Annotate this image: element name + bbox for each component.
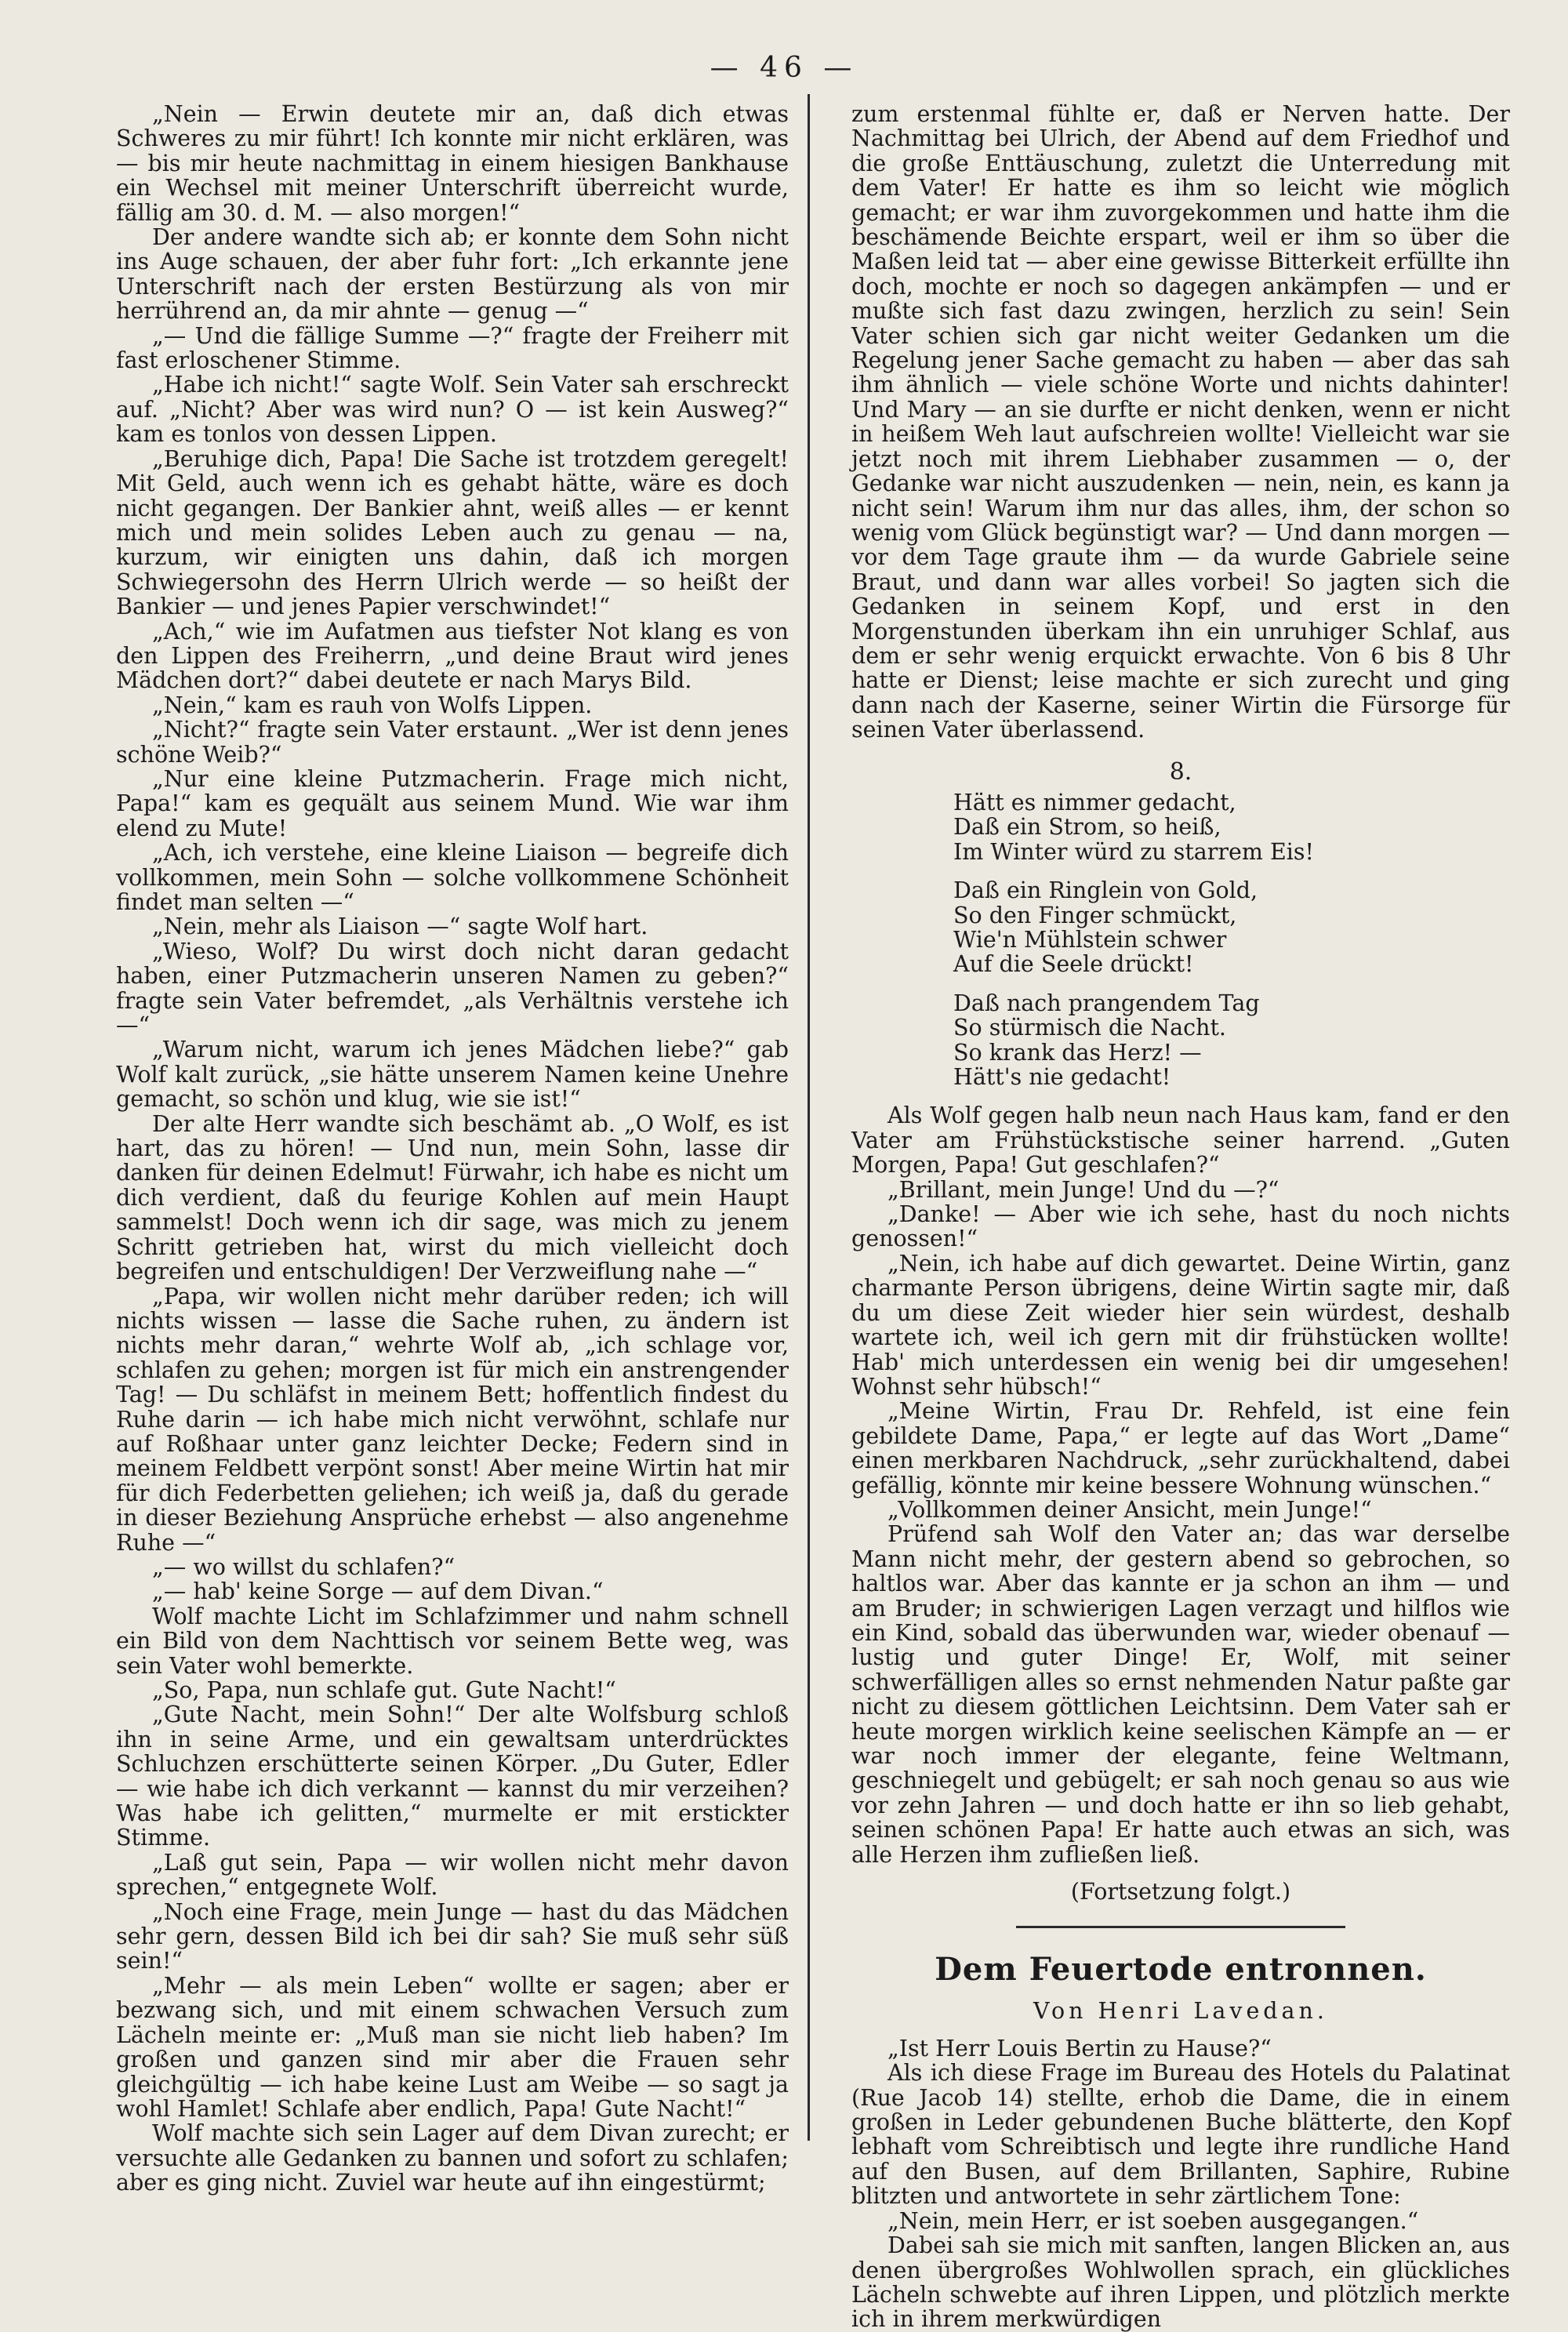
poem-line: So krank das Herz! — bbox=[953, 1039, 1202, 1066]
paragraph: „Habe ich nicht!“ sagte Wolf. Sein Vater sah erschreckt auf. „Nicht? Aber was wird nun? O — ist kein Ausweg?“ kam es tonlos von dessen Lippen. bbox=[116, 372, 789, 448]
poem-line: So den Finger schmückt, bbox=[953, 902, 1237, 928]
poem-line: Wie'n Mühlstein schwer bbox=[953, 927, 1227, 953]
paragraph: „Warum nicht, warum ich jenes Mädchen liebe?“ gab Wolf kalt zurück, „sie hätte unserem Namen keine Unehre gemacht, so schön und klug, wie sie ist!“ bbox=[116, 1037, 789, 1113]
paragraph: Als ich diese Frage im Bureau des Hotels du Palatinat (Rue Jacob 14) stellte, erhob die Dame, die in einem großen in Leder gebundenen Buche blätterte, den Kopf lebhaft vom Schreibtisch und legte ihre rundliche Hand auf den Busen, auf dem Brillanten, Saphire, Rubine blitzten und antwortete in sehr zärtlichem Tone: bbox=[851, 2060, 1510, 2210]
paragraph: Als Wolf gegen halb neun nach Haus kam, fand er den Vater am Frühstückstische seiner harrend. „Guten Morgen, Papa! Gut geschlafen?“ bbox=[851, 1102, 1510, 1179]
poem-stanza bbox=[953, 991, 1510, 1090]
paragraph: „Meine Wirtin, Frau Dr. Rehfeld, ist eine fein gebildete Dame, Papa,“ er legte auf das Wort „Dame“ einen merkbaren Nachdruck, „sehr zurückhaltend, dabei gefällig, könnte mir keine bessere Wohnung wünschen.“ bbox=[851, 1398, 1510, 1498]
poem bbox=[953, 790, 1510, 1089]
section-rule bbox=[1016, 1926, 1345, 1928]
chapter-number: 8. bbox=[1169, 757, 1192, 786]
paragraph: „Nein, mehr als Liaison —“ sagte Wolf hart. bbox=[152, 914, 648, 940]
paragraph: „Mehr — als mein Leben“ wollte er sagen; aber er bezwang sich, und mit einem schwachen Versuch zum Lächeln meinte er: „Muß man sie nicht lieb haben? Im großen und ganzen sind mir aber die Frauen sehr gleichgültig — ich habe keine Lust am Weibe — so sagt ja wohl Hamlet! Schlafe aber endlich, Papa! Gute Nacht!“ bbox=[116, 1972, 789, 2122]
paragraph: „Ach, ich verstehe, eine kleine Liaison — begreife dich vollkommen, mein Sohn — solche vollkommene Schönheit findet man selten —“ bbox=[116, 840, 789, 915]
left-column bbox=[116, 102, 789, 2196]
poem-line: Im Winter würd zu starrem Eis! bbox=[953, 838, 1314, 865]
paragraph: „Noch eine Frage, mein Junge — hast du das Mädchen sehr gern, dessen Bild ich bei dir sah? Sie muß sehr süß sein!“ bbox=[116, 1898, 789, 1974]
paragraph: Wolf machte Licht im Schlafzimmer und nahm schnell ein Bild von dem Nachttisch vor seinem Bette weg, was sein Vater wohl bemerkte. bbox=[116, 1603, 789, 1679]
paragraph: „— wo willst du schlafen?“ bbox=[152, 1553, 456, 1580]
paragraph: „Nicht?“ fragte sein Vater erstaunt. „Wer ist denn jenes schöne Weib?“ bbox=[116, 717, 789, 768]
paragraph: „Ist Herr Louis Bertin zu Hause?“ bbox=[887, 2035, 1272, 2061]
story-headline: Dem Feuertode entronnen. bbox=[935, 1951, 1427, 1989]
paragraph: „Nein — Erwin deutete mir an, daß dich etwas Schweres zu mir führt! Ich konnte mir nicht erklären, was — bis mir heute nachmittag in einem hiesigen Bankhause ein Wechsel mit meiner Unterschrift überreicht wurde, fällig am 30. d. M. — also morgen!“ bbox=[116, 101, 789, 226]
paragraph: Dabei sah sie mich mit sanften, langen Blicken an, aus denen übergroßes Wohlwollen sprach, ein glückliches Lächeln schwebte auf ihren Lippen, und plötzlich merkte ich in ihrem merkwürdigen bbox=[851, 2232, 1510, 2332]
continuation-note: (Fortsetzung folgt.) bbox=[1070, 1879, 1291, 1905]
paragraph: „Danke! — Aber wie ich sehe, hast du noch nichts genossen!“ bbox=[851, 1201, 1510, 1252]
poem-line: Hätt's nie gedacht! bbox=[953, 1064, 1171, 1091]
paragraph: „Wieso, Wolf? Du wirst doch nicht daran gedacht haben, einer Putzmacherin unseren Namen zu geben?“ fragte sein Vater befremdet, „als Verhältnis verstehe ich —“ bbox=[116, 938, 789, 1039]
poem-stanza bbox=[953, 790, 1510, 864]
paragraph: Der andere wandte sich ab; er konnte dem Sohn nicht ins Auge schauen, der aber fuhr fort: „Ich erkannte jene Unterschrift nach der ersten Bestürzung als von mir herrührend an, da mir ahnte — genug —“ bbox=[116, 224, 789, 325]
paragraph: „So, Papa, nun schlafe gut. Gute Nacht!“ bbox=[152, 1677, 616, 1703]
paragraph: Wolf machte sich sein Lager auf dem Divan zurecht; er versuchte alle Gedanken zu bannen und sofort zu schlafen; aber es ging nicht. Zuviel war heute auf ihn eingestürmt; bbox=[116, 2120, 789, 2196]
poem-line: Daß nach prangendem Tag bbox=[953, 990, 1260, 1016]
paragraph: „Laß gut sein, Papa — wir wollen nicht mehr davon sprechen,“ entgegnete Wolf. bbox=[116, 1849, 789, 1901]
paragraph: „Papa, wir wollen nicht mehr darüber reden; ich will nichts wissen — lasse die Sache ruhen, zu ändern ist nichts mehr daran,“ wehrte Wolf ab, „ich schlage vor, schlafen zu gehen; morgen ist für mich ein anstrengender Tag! — Du schläfst in meinem Bett; hoffentlich findest du Ruhe darin — ich habe mich nicht verwöhnt, schlafe nur auf Roßhaar unter ganz leichter Decke; Federn sind in meinem Feldbett verpönt sonst! Aber meine Wirtin hat mir für dich Federbetten geliehen; ich weiß ja, daß du gerade in dieser Beziehung Ansprüche erhebst — also angenehme Ruhe —“ bbox=[116, 1283, 789, 1556]
paragraph: „— Und die fällige Summe —?“ fragte der Freiherr mit fast erloschener Stimme. bbox=[116, 322, 789, 374]
poem-line: So stürmisch die Nacht. bbox=[953, 1015, 1226, 1041]
poem-line: Auf die Seele drückt! bbox=[953, 951, 1194, 978]
paragraph: „Vollkommen deiner Ansicht, mein Junge!“ bbox=[887, 1496, 1372, 1523]
story-byline: Von Henri Lavedan. bbox=[1033, 1998, 1328, 2025]
paragraph: „Nur eine kleine Putzmacherin. Frage mich nicht, Papa!“ kam es gequält aus seinem Mund. Wie war ihm elend zu Mute! bbox=[116, 765, 789, 841]
paragraph: „Gute Nacht, mein Sohn!“ Der alte Wolfsburg schloß ihn in seine Arme, und ein gewaltsam unterdrücktes Schluchzen erschütterte seinen Körper. „Du Guter, Edler — wie habe ich dich verkannt — kannst du mir verzeihen? Was habe ich gelitten,“ murmelte er mit erstickter Stimme. bbox=[116, 1702, 789, 1851]
paragraph: „Ach,“ wie im Aufatmen aus tiefster Not klang es von den Lippen des Freiherrn, „und deine Braut wird jenes Mädchen dort?“ dabei deutete er nach Marys Bild. bbox=[116, 618, 789, 694]
poem-line: Daß ein Ringlein von Gold, bbox=[953, 877, 1258, 904]
right-column bbox=[851, 102, 1510, 2332]
paragraph: zum erstenmal fühlte er, daß er Nerven hatte. Der Nachmittag bei Ulrich, der Abend auf dem Friedhof und die große Enttäuschung, zuletzt die Unterredung mit dem Vater! Er hatte es ihm so leicht wie möglich gemacht; er war ihm zuvorgekommen und hatte ihm die beschämende Beichte erspart, weil er ihm so über die Maßen leid tat — aber eine gewisse Bitterkeit erfüllte ihn doch, mochte er noch so dagegen ankämpfen — und er mußte sich fast dazu zwingen, herzlich zu sein! Sein Vater schien sich gar nicht weiter Gedanken um die Regelung jener Sache gemacht zu haben — aber das sah ihm ähnlich — viele schöne Worte und nichts dahinter! Und Mary — an sie durfte er nicht denken, wenn er nicht in heißem Weh laut aufschreien wollte! Vielleicht war sie jetzt noch mit ihrem Liebhaber zusammen — o, der Gedanke war nicht auszudenken — nein, nein, es kann ja nicht sein! Warum ihm nur das alles, ihm, der schon so wenig vom Glück begünstigt war? — Und dann morgen — vor dem Tage graute ihm — da wurde Gabriele seine Braut, und dann war alles vorbei! So jagten sich die Gedanken in seinem Kopf, und erst in den Morgenstunden überkam ihn ein unruhiger Schlaf, aus dem er sehr wenig erquickt erwachte. Von 6 bis 8 Uhr hatte er Dienst; leise machte er sich zurecht und ging dann nach der Kaserne, seiner Wirtin die Fürsorge für seinen Vater überlassend. bbox=[851, 101, 1510, 743]
page-number: — 46 — bbox=[710, 52, 858, 84]
poem-stanza bbox=[953, 878, 1510, 977]
paragraph: „Nein,“ kam es rauh von Wolfs Lippen. bbox=[152, 692, 593, 718]
paragraph: „Nein, mein Herr, er ist soeben ausgegangen.“ bbox=[887, 2207, 1419, 2234]
poem-line: Daß ein Strom, so heiß, bbox=[953, 814, 1221, 841]
column-divider bbox=[808, 94, 810, 2141]
paragraph: „Nein, ich habe auf dich gewartet. Deine Wirtin, ganz charmante Person übrigens, deine Wirtin sagte mir, daß du um diese Zeit wieder hier sein würdest, deshalb wartete ich, weil ich gern mit dir frühstücken wollte! Hab' mich unterdessen ein wenig bei dir umgesehen! Wohnst sehr hübsch!“ bbox=[851, 1250, 1510, 1400]
paragraph: Der alte Herr wandte sich beschämt ab. „O Wolf, es ist hart, das zu hören! — Und nun, mein Sohn, lasse dir danken für deinen Edelmut! Fürwahr, ich habe es nicht um dich verdient, daß du feurige Kohlen auf mein Haupt sammelst! Doch wenn ich dir sage, was mich zu jenem Schritt getrieben hat, wirst du mich vielleicht doch begreifen und entschuldigen! Der Verzweiflung nahe —“ bbox=[116, 1110, 789, 1285]
paragraph: „— hab' keine Sorge — auf dem Divan.“ bbox=[152, 1578, 604, 1605]
paragraph: „Beruhige dich, Papa! Die Sache ist trotzdem geregelt! Mit Geld, auch wenn ich es gehabt hätte, wäre es doch nicht gegangen. Der Bankier ahnt, weiß alles — er kennt mich und mein solides Leben auch zu genau — na, kurzum, wir einigten uns dahin, daß ich morgen Schwiegersohn des Herrn Ulrich werde — so heißt der Bankier — und jenes Papier verschwindet!“ bbox=[116, 445, 789, 620]
poem-line: Hätt es nimmer gedacht, bbox=[953, 789, 1236, 815]
paragraph: „Brillant, mein Junge! Und du —?“ bbox=[887, 1176, 1279, 1203]
paragraph: Prüfend sah Wolf den Vater an; das war derselbe Mann nicht mehr, der gestern abend so gebrochen, so haltlos war. Aber das kannte er ja schon an ihm — und am Bruder; in schwierigen Lagen verzagt und hilflos wie ein Kind, sobald das überwunden war, wieder obenauf — lustig und guter Dinge! Er, Wolf, mit seiner schwerfälligen alles so ernst nehmenden Natur paßte gar nicht zu diesem göttlichen Leichtsinn. Dem Vater sah er heute morgen wirklich keine seelischen Kämpfe an — er war noch immer der elegante, feine Weltmann, geschniegelt und gebügelt; er sah noch genau so aus wie vor zehn Jahren — und doch hatte er ihn so lieb gehabt, seinen schönen Papa! Er hatte auch etwas an sich, was alle Herzen ihm zufließen ließ. bbox=[851, 1521, 1510, 1868]
